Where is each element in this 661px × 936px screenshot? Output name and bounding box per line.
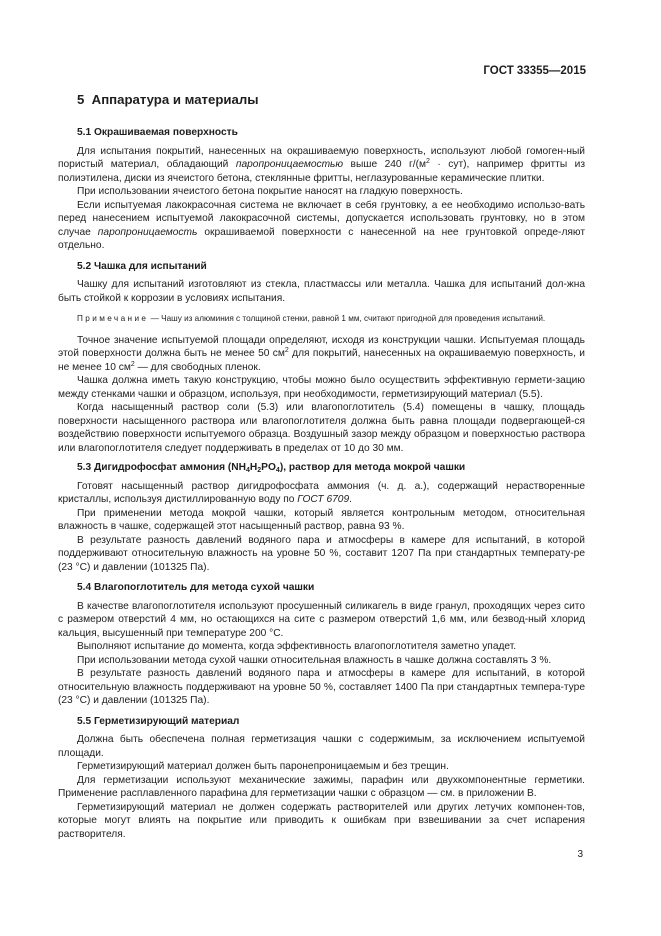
document-body — [58, 92, 585, 841]
section-title: Аппаратура и материалы — [91, 92, 259, 107]
paragraph-5-3-3: В результате разность давлений водяного пара и атмосферы в камере для испытаний, в которой поддерживают относительную влажность на уровне 50 %, составит 1207 Па при стандартных температу-ре (23 °C) и давлении (101325 Па). — [58, 534, 585, 573]
subsection-heading-5-4: 5.4 Влагопоглотитель для метода сухой чашки — [77, 582, 315, 593]
page-number: 3 — [577, 849, 583, 860]
paragraph-5-1-2: При использовании ячеистого бетона покрытие наносят на гладкую поверхность. — [77, 186, 463, 197]
paragraph-5-5-2: Герметизирующий материал должен быть паронепроницаемым и без трещин. — [77, 761, 449, 772]
section-heading — [77, 92, 585, 107]
paragraph-5-4-2: Выполняют испытание до момента, когда эффективность влагопоглотителя заметно упадет. — [77, 641, 517, 652]
paragraph-5-2-4: Когда насыщенный раствор соли (5.3) или влагопоглотитель (5.4) помещены в чашку, площадь поверхности насыщенного раствора или влагопоглотителя должна быть равна площади подвергающей-ся воздействию поверхности испытуемого образца. Воздушный зазор между образцом и поверхностью раствора или влагопоглотителя следует поддерживать в пределах от 10 до 30 мм. — [58, 402, 585, 454]
paragraph-5-2-1: Чашку для испытаний изготовляют из стекла, пластмассы или металла. Чашка для испытаний дол-жна быть стойкой к коррозии в условиях испытания. — [58, 279, 585, 304]
paragraph-5-1-3: Если испытуемая лакокрасочная система не включает в себя грунтовку, а ее необходимо использо-вать перед нанесением испытуемой лакокрасочной системы, допускается использовать грунтовку, но в этом случае паропроницаемость окрашиваемой поверхности с нанесенной на нее грунтовкой опреде-ляют отдельно. — [58, 199, 585, 251]
subsection-heading-5-1: 5.1 Окрашиваемая поверхность — [77, 127, 238, 138]
paragraph-5-1-1: Для испытания покрытий, нанесенных на окрашиваемую поверхность, используют любой гомоген-ный пористый материал, обладающий паропроницаемостью выше 240 $г/(м^2 \cdot сут)$, например фритты из полиэтилена, диски из ячеистого бетона, стеклянные фритты, неглазурованные керамические плитки. — [58, 145, 585, 184]
paragraph-5-5-3: Для герметизации используют механические зажимы, парафин или двухкомпонентные герметики. Применение расплавленного парафина для герметизации чашки с образцом — см. в приложении В. — [58, 774, 585, 799]
paragraph-5-3-2: При применении метода мокрой чашки, который является контрольным методом, относительная влажность в чашке, содержащей этот насыщенный раствор, равна 93 %. — [58, 507, 585, 532]
document-code: ГОСТ 33355—2015 — [483, 65, 586, 77]
note-label: Примечание — [77, 314, 149, 323]
paragraph-5-2-2: Точное значение испытуемой площади определяют, исходя из конструкции чашки. Испытуемая площадь этой поверхности должна быть не менее 50 $см^2$ для покрытий, нанесенных на окрашиваемую поверхность, и не менее 10 $см^2$ — для свободных пленок. — [58, 334, 585, 373]
paragraph-5-5-1: Должна быть обеспечена полная герметизация чашки с содержимым, за исключением испытуемой площади. — [58, 734, 585, 759]
subsection-heading-5-2: 5.2 Чашка для испытаний — [77, 260, 207, 272]
note: Примечание — Чашу из алюминия с толщиной стенки, равной 1 мм, считают пригодной для проведения испытаний. — [77, 314, 546, 323]
paragraph-5-3-1: Готовят насыщенный раствор дигидрофосфата аммония (ч. д. а.), содержащий нерастворенные кристаллы, используя дистиллированную воду по ГОСТ 6709. — [58, 480, 585, 505]
subsection-heading-5-3: 5.3 Дигидрофосфат аммония $(NH_4H_2PO_4)$, раствор для метода мокрой чашки — [77, 462, 466, 474]
paragraph-5-4-3: При использовании метода сухой чашки относительная влажность в чашке должна составлять 3 %. — [77, 654, 552, 666]
paragraph-5-4-4: В результате разность давлений водяного пара и атмосферы в камере для испытаний, в которой относительную влажность поддерживают на уровне 50 %, составляет 1400 Па при стандартных темпера-туре (23 °C) и давлении (101325 Па). — [58, 668, 585, 706]
paragraph-5-5-4: Герметизирующий материал не должен содержать растворителей или других летучих компонен-тов, которые могут влиять на покрытие или приводить к ошибкам при взвешивании за счет испарения растворителя. — [58, 801, 585, 840]
paragraph-5-4-1: В качестве влагопоглотителя используют просушенный силикагель в виде гранул, проходящих через сито с размером отверстий 4 мм, но остающихся на сите с размером отверстий 1,6 мм, или безвод-ный хлорид кальция, высушенный при температуре 200 °C. — [58, 600, 585, 639]
section-number: 5 — [77, 92, 85, 107]
subsection-heading-5-5: 5.5 Герметизирующий материал — [77, 715, 240, 727]
paragraph-5-2-3: Чашка должна иметь такую конструкцию, чтобы можно было осуществить эффективную гермети-зацию между стенками чашки и образцом, используя, при необходимости, герметизирующий материал (5.5). — [58, 375, 585, 400]
